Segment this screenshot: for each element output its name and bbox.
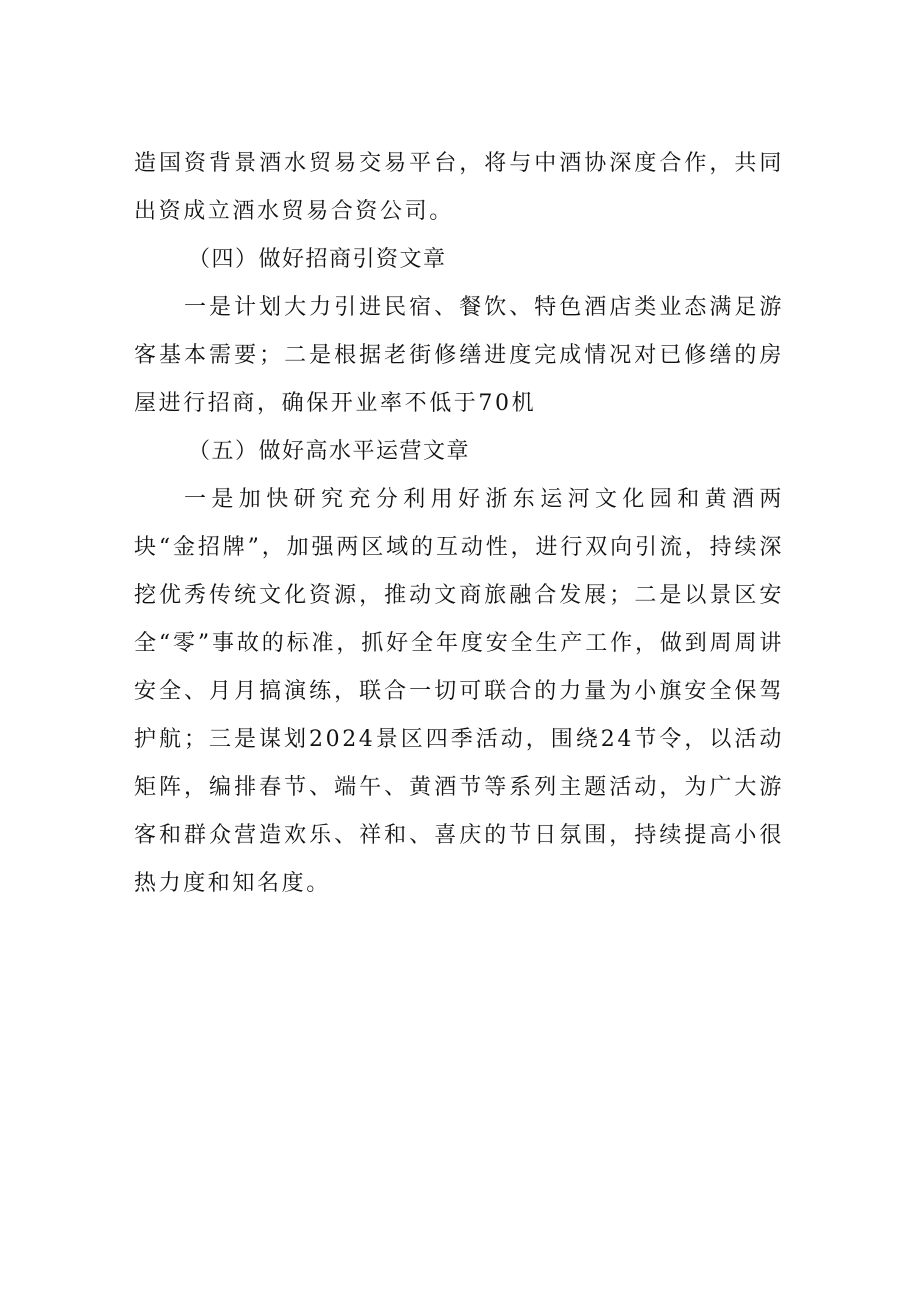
section-heading-four: （四）做好招商引资文章: [188, 247, 447, 272]
paragraph-continuation: 造国资背景酒水贸易交易平台，将与中酒协深度合作，共同出资成立酒水贸易合资公司。: [134, 151, 784, 224]
paragraph-operations: 一是加快研究充分利用好浙东运河文化园和黄酒两块“金招牌”，加强两区域的互动性，进行双向引流，持续深挖优秀传统文化资源，推动文商旅融合发展；二是以景区安全“零”事故的标准，抓好全年度安全生产工作，做到周周讲安全、月月搞演练，联合一切可联合的力量为小旗安全保驾护航；三是谋划2024景区四季活动，围绕24节令，以活动矩阵，编排春节、端午、黄酒节等系列主题活动，为广大游客和群众营造欢乐、祥和、喜庆的节日氛围，持续提高小很热力度和知名度。: [134, 487, 784, 896]
document-body: [134, 140, 784, 908]
section-heading-five: （五）做好高水平运营文章: [188, 439, 471, 464]
paragraph-investment: 一是计划大力引进民宿、餐饮、特色酒店类业态满足游客基本需要；二是根据老街修缮进度完成情况对已修缮的房屋进行招商，确保开业率不低于70机: [134, 295, 784, 416]
